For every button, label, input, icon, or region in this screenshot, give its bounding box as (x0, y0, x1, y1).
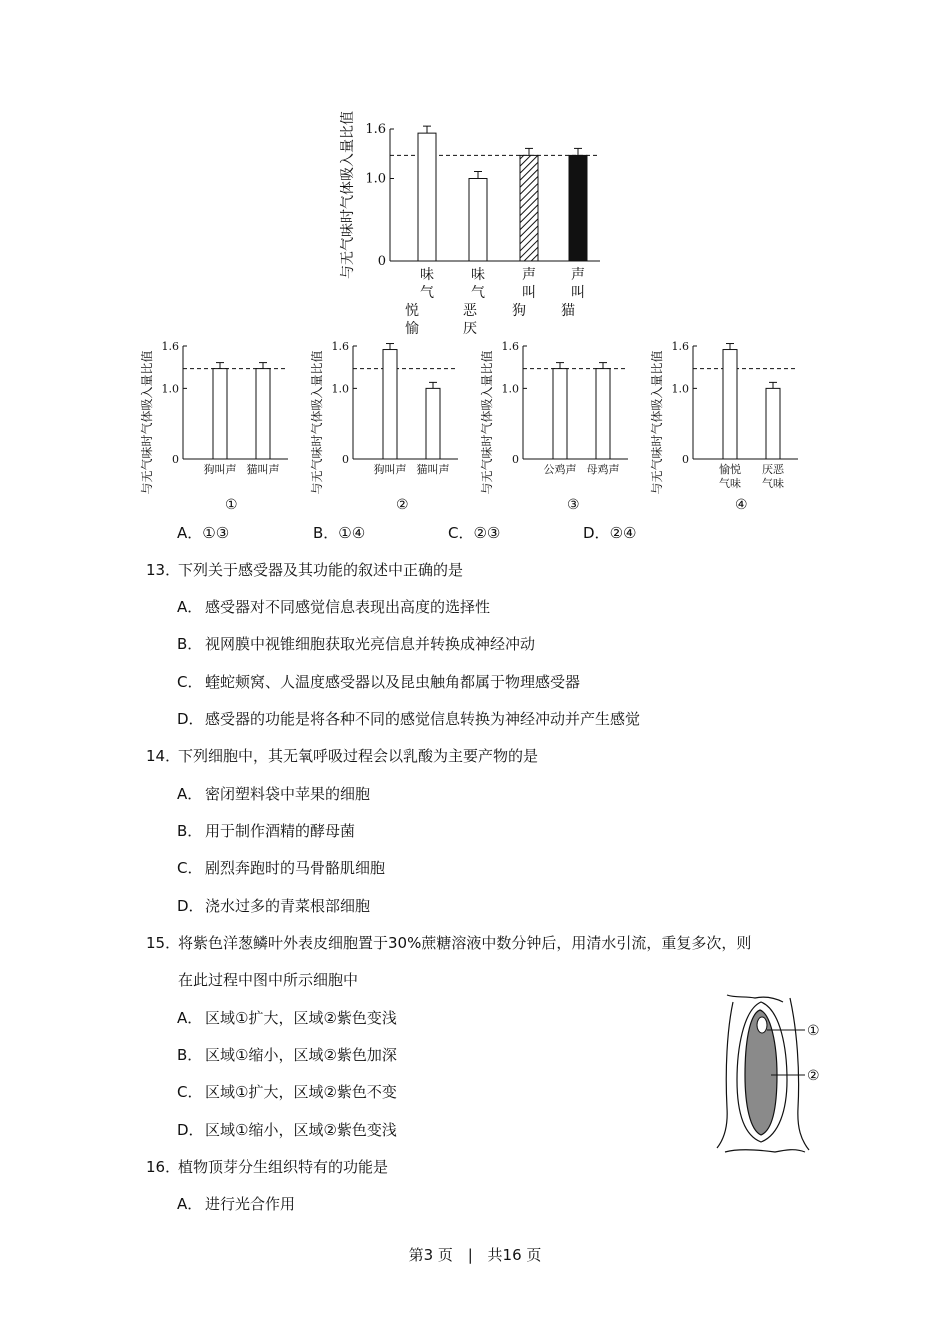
bar (569, 155, 587, 261)
option-letter: B． (313, 524, 339, 542)
small-chart-4 (648, 335, 808, 495)
q14-option-b[interactable] (177, 821, 355, 841)
y-tick-label: 1.0 (501, 382, 519, 396)
option-letter: C． (177, 673, 203, 691)
category-label: 气味 (719, 477, 741, 490)
page-number: 第3 页 (408, 1246, 453, 1264)
bar (469, 179, 487, 262)
category-label: 母鸡声 (586, 463, 620, 476)
category-label: 叫 (522, 285, 536, 301)
category-label: 厌 (463, 321, 477, 337)
option-text: 剧烈奔跑时的马骨骼肌细胞 (205, 859, 386, 877)
vacuole-region (757, 1017, 767, 1033)
chart-caption-4: ④ (735, 497, 748, 513)
category-label: 厌恶 (762, 463, 784, 476)
category-label: 猫叫声 (246, 463, 280, 476)
option-letter: A． (177, 1009, 203, 1027)
y-tick-label: 1.0 (331, 382, 349, 396)
bar (766, 388, 780, 459)
small-chart-2 (308, 335, 468, 495)
small-chart-3 (478, 335, 638, 495)
question-14-stem (146, 746, 538, 766)
q15-option-c[interactable] (177, 1082, 397, 1102)
question-text: 下列细胞中，其无氧呼吸过程会以乳酸为主要产物的是 (178, 747, 539, 765)
y-tick-label: 1.0 (161, 382, 179, 396)
bar (213, 369, 227, 459)
q12-option-c[interactable] (448, 523, 500, 543)
bar (418, 133, 436, 261)
q13-option-b[interactable] (177, 634, 535, 654)
option-letter: D． (177, 1121, 204, 1139)
y-tick-label: 0 (342, 453, 349, 466)
category-label: 愉 (405, 321, 419, 337)
q16-option-a[interactable] (177, 1194, 295, 1214)
cell-wall-outer (727, 995, 783, 1002)
y-tick-label: 1.6 (365, 122, 386, 137)
option-letter: A． (177, 524, 203, 542)
bar (426, 388, 440, 459)
bar (596, 369, 610, 459)
option-letter: C． (177, 859, 203, 877)
onion-cell-svg (705, 990, 845, 1160)
q15-option-b[interactable] (177, 1045, 397, 1065)
question-number: 14． (146, 747, 181, 765)
chart-caption-2: ② (396, 497, 409, 513)
y-tick-label: 1.0 (365, 171, 386, 187)
bar (383, 350, 397, 459)
question-number: 13． (146, 561, 181, 579)
footer-separator: | (467, 1246, 473, 1264)
y-axis-label: 与无气味时气体吸入量比值 (340, 111, 356, 279)
option-letter: B． (177, 635, 203, 653)
category-label: 恶 (463, 303, 477, 319)
cell-wall-outer (725, 1150, 805, 1152)
category-label: 狗叫声 (373, 463, 407, 476)
cell-label-2: ② (807, 1068, 820, 1084)
option-text: 蝰蛇颊窝、人温度感受器以及昆虫触角都属于物理感受器 (205, 673, 581, 691)
cell-wall-outer (717, 1002, 733, 1148)
question-16-stem (146, 1157, 388, 1177)
cell-label-1: ① (807, 1023, 820, 1039)
option-text: ②④ (609, 524, 637, 542)
option-text: 区域①缩小，区域②紫色变浅 (205, 1121, 397, 1139)
small-chart-1-svg (138, 335, 298, 495)
option-text: 区域①扩大，区域②紫色不变 (205, 1083, 397, 1101)
option-letter: C． (177, 1083, 203, 1101)
question-13-stem (146, 560, 463, 580)
category-label: 声 (571, 267, 585, 283)
y-tick-label: 1.6 (671, 340, 689, 353)
option-letter: A． (177, 1195, 203, 1213)
question-text: 下列关于感受器及其功能的叙述中正确的是 (178, 561, 464, 579)
category-label: 气 (471, 285, 485, 301)
question-number: 16． (146, 1158, 181, 1176)
category-label: 狗叫声 (203, 463, 237, 476)
option-text: 用于制作酒精的酵母菌 (205, 822, 356, 840)
option-text: 进行光合作用 (205, 1195, 296, 1213)
q12-option-a[interactable] (177, 523, 229, 543)
option-letter: B． (177, 822, 203, 840)
y-tick-label: 1.6 (331, 340, 349, 353)
option-text: 浇水过多的青菜根部细胞 (205, 897, 371, 915)
category-label: 公鸡声 (543, 463, 577, 476)
question-text: 植物顶芽分生组织特有的功能是 (178, 1158, 389, 1176)
option-letter: C． (448, 524, 474, 542)
main-chart-svg (330, 111, 620, 345)
y-tick-label: 0 (512, 453, 519, 466)
option-text: 区域①扩大，区域②紫色变浅 (205, 1009, 397, 1027)
option-text: 视网膜中视锥细胞获取光亮信息并转换成神经冲动 (205, 635, 536, 653)
option-text: 感受器的功能是将各种不同的感觉信息转换为神经冲动并产生感觉 (205, 710, 641, 728)
q13-option-c[interactable] (177, 672, 580, 692)
category-label: 悦 (405, 303, 419, 319)
y-axis-label: 与无气味时气体吸入量比值 (650, 350, 664, 495)
y-axis-label: 与无气味时气体吸入量比值 (140, 350, 154, 495)
option-text: 区域①缩小，区域②紫色加深 (205, 1046, 397, 1064)
y-tick-label: 0 (172, 453, 179, 466)
option-text: ①③ (202, 524, 230, 542)
main-bar-chart (330, 111, 620, 345)
q13-option-a[interactable] (177, 597, 490, 617)
small-chart-3-svg (478, 335, 638, 495)
option-text: ②③ (473, 524, 501, 542)
category-label: 叫 (571, 285, 585, 301)
q14-option-c[interactable] (177, 858, 385, 878)
y-axis-label: 与无气味时气体吸入量比值 (310, 350, 324, 495)
y-tick-label: 0 (682, 453, 689, 466)
option-letter: B． (177, 1046, 203, 1064)
total-pages: 共16 页 (487, 1246, 542, 1264)
option-text: 感受器对不同感觉信息表现出高度的选择性 (205, 598, 491, 616)
category-label: 味 (420, 267, 434, 283)
chart-caption-3: ③ (567, 497, 580, 513)
small-chart-2-svg (308, 335, 468, 495)
q14-option-a[interactable] (177, 784, 370, 804)
option-letter: D． (177, 710, 204, 728)
page-footer (0, 1244, 950, 1265)
small-chart-4-svg (648, 335, 808, 495)
q15-option-d[interactable] (177, 1120, 397, 1140)
y-tick-label: 1.6 (161, 340, 179, 353)
q12-option-b[interactable] (313, 523, 365, 543)
q13-option-d[interactable] (177, 709, 640, 729)
q15-option-a[interactable] (177, 1008, 397, 1028)
option-text: 密闭塑料袋中苹果的细胞 (205, 785, 371, 803)
category-label: 声 (522, 267, 536, 283)
bar (256, 369, 270, 459)
option-letter: A． (177, 598, 203, 616)
chart-caption-1: ① (225, 497, 238, 513)
small-chart-1 (138, 335, 298, 495)
y-tick-label: 0 (377, 254, 386, 269)
question-number: 15． (146, 934, 181, 952)
bar (723, 350, 737, 459)
category-label: 狗 (512, 303, 526, 319)
y-tick-label: 1.0 (671, 382, 689, 396)
question-15-stem (146, 933, 751, 953)
question-text: 将紫色洋葱鳞叶外表皮细胞置于30%蔗糖溶液中数分钟后，用清水引流，重复多次，则 (178, 934, 752, 952)
q12-option-d[interactable] (583, 523, 636, 543)
category-label: 气 (420, 285, 434, 301)
category-label: 气味 (762, 477, 784, 490)
bar (520, 155, 538, 261)
y-tick-label: 1.6 (501, 340, 519, 353)
onion-cell-figure (705, 990, 845, 1160)
bar (553, 369, 567, 459)
q14-option-d[interactable] (177, 896, 370, 916)
question-15-stem-cont: 在此过程中图中所示细胞中 (178, 971, 359, 989)
option-letter: D． (583, 524, 610, 542)
category-label: 猫 (561, 303, 575, 319)
option-letter: A． (177, 785, 203, 803)
category-label: 愉悦 (719, 463, 741, 476)
y-axis-label: 与无气味时气体吸入量比值 (480, 350, 494, 495)
option-text: ①④ (338, 524, 366, 542)
option-letter: D． (177, 897, 204, 915)
category-label: 猫叫声 (416, 463, 450, 476)
category-label: 味 (471, 267, 485, 283)
